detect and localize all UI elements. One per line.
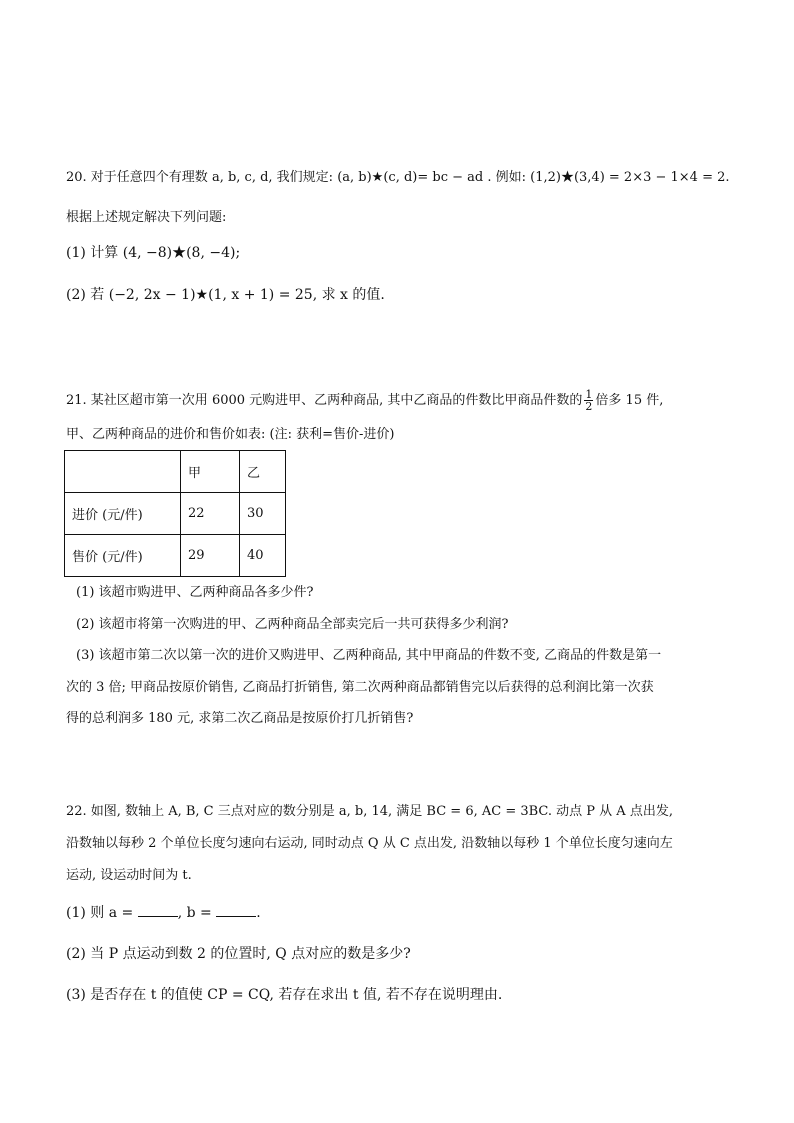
- q21-frac-den: 2: [585, 400, 593, 413]
- table-cell: 售价 (元/件): [65, 535, 181, 577]
- q21-line2: 甲、乙两种商品的进价和售价如表: (注: 获利=售价-进价): [66, 427, 395, 442]
- q22-part1-b: , b =: [177, 905, 212, 921]
- q22-line2: 沿数轴以每秒 2 个单位长度匀速向右运动, 同时动点 Q 从 C 点出发, 沿数轴以每秒 1 个单位长度匀速向左: [66, 836, 673, 851]
- q20-part1: (1) 计算 (4, −8)★(8, −4);: [66, 245, 241, 261]
- table-cell: 进价 (元/件): [65, 493, 181, 535]
- table-row: [65, 535, 286, 577]
- q20-example: (1,2)★(3,4) = 2×3 − 1×4 = 2.: [530, 170, 730, 185]
- table-cell: 29: [181, 535, 240, 577]
- table-cell: 22: [181, 493, 240, 535]
- table-cell: 30: [240, 493, 286, 535]
- q21-part3-line2: 次的 3 倍; 甲商品按原价销售, 乙商品打折销售, 第二次两种商品都销售完以后获得的总利润比第一次获: [66, 680, 654, 695]
- q21-part3-line3: 得的总利润多 180 元, 求第二次乙商品是按原价打几折销售?: [66, 711, 414, 726]
- table-header-row: [65, 451, 286, 493]
- q21-line1-post: 倍多 15 件,: [595, 393, 664, 408]
- answer-blank-b[interactable]: [216, 902, 256, 917]
- q21-line1-pre: 21. 某社区超市第一次用 6000 元购进甲、乙两种商品, 其中乙商品的件数比甲商品件数的: [66, 393, 583, 408]
- table-cell: 40: [240, 535, 286, 577]
- q21-part1: (1) 该超市购进甲、乙两种商品各多少件?: [76, 585, 314, 600]
- q22-part3: (3) 是否存在 t 的值使 CP = CQ, 若存在求出 t 值, 若不存在说明理由.: [66, 987, 503, 1003]
- price-table: [64, 450, 286, 577]
- q21-line1: [66, 389, 663, 412]
- q22-part1: [66, 902, 261, 923]
- q21-fraction: [584, 389, 593, 412]
- q20-intro: 20. 对于任意四个有理数 a, b, c, d, 我们规定:: [66, 170, 334, 185]
- q21-part3-line1: (3) 该超市第二次以第一次的进价又购进甲、乙两种商品, 其中甲商品的件数不变, 乙商品的件数是第一: [76, 648, 662, 663]
- q22-line1: 22. 如图, 数轴上 A, B, C 三点对应的数分别是 a, b, 14, 满足 BC = 6, AC = 3BC. 动点 P 从 A 点出发,: [66, 804, 673, 819]
- table-header-cell: [65, 451, 181, 493]
- table-row: [65, 493, 286, 535]
- q22-part2: (2) 当 P 点运动到数 2 的位置时, Q 点对应的数是多少?: [66, 946, 411, 962]
- answer-blank-a[interactable]: [138, 902, 178, 917]
- table-header-cell: 乙: [240, 451, 286, 493]
- q21-frac-num: 1: [585, 388, 593, 401]
- q22-part1-c: .: [256, 905, 261, 921]
- q20-definition: (a, b)★(c, d)= bc − ad . 例如:: [337, 170, 526, 185]
- q20-part2: (2) 若 (−2, 2x − 1)★(1, x + 1) = 25, 求 x 的值.: [66, 287, 385, 303]
- q22-line3: 运动, 设运动时间为 t.: [66, 868, 192, 883]
- q20-line2: 根据上述规定解决下列问题:: [66, 210, 227, 225]
- q22-part1-a: (1) 则 a =: [66, 905, 134, 921]
- q20-line1: [66, 168, 730, 188]
- table-header-cell: 甲: [181, 451, 240, 493]
- q21-part2: (2) 该超市将第一次购进的甲、乙两种商品全部卖完后一共可获得多少利润?: [76, 617, 509, 632]
